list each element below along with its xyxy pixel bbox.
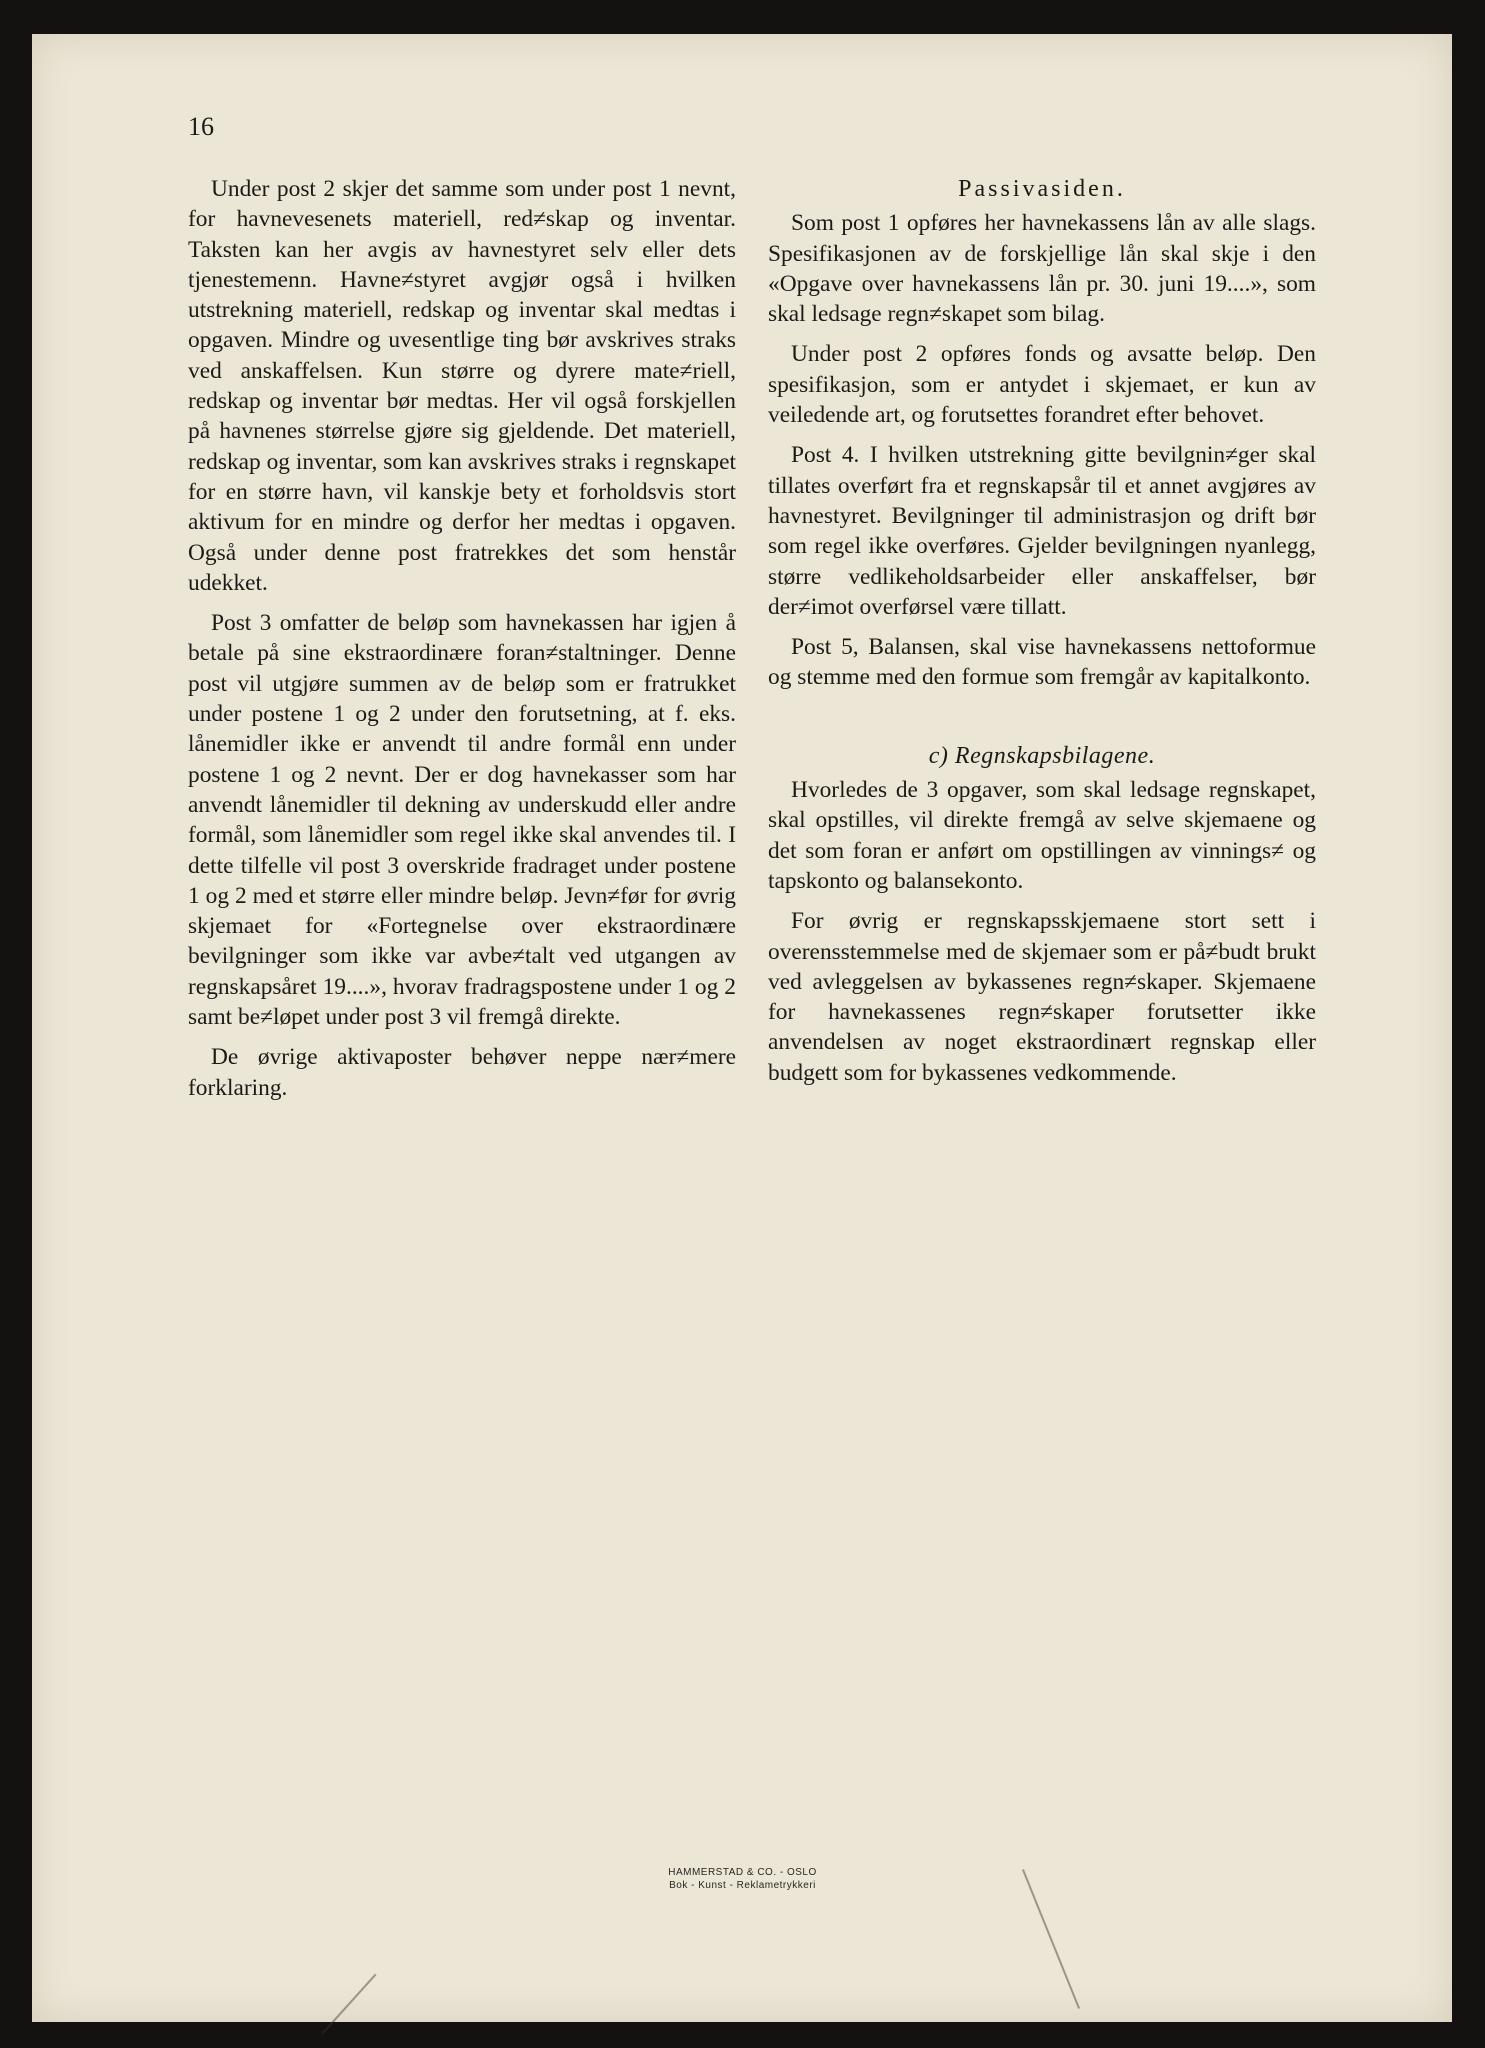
paragraph: Hvorledes de 3 opgaver, som skal ledsage regnskapet, skal opstilles, vil direkte fremgå av selve skjemaene og det som foran er anført om opstillingen av vinnings≠ og tapskonto og balansekonto. bbox=[768, 777, 1316, 894]
paragraph: For øvrig er regnskapsskjemaene stort sett i overensstemmelse med de skjemaer som er på≠budt brukt ved avleggelsen av bykassenes regn≠skaper. Skjemaene for havnekassenes regn≠skaper forutsetter ikke anvendelsen av noget ekstraordinært regnskap eller budgett som for bykassenes vedkommende. bbox=[768, 908, 1316, 1086]
printer-name: HAMMERSTAD & CO. - OSLO bbox=[668, 1867, 817, 1878]
page-number: 16 bbox=[188, 112, 214, 141]
paragraph: Post 4. I hvilken utstrekning gitte bevilgnin≠ger skal tillates overført fra et regnskapsår til et annet avgjøres av havnestyret. Bevilgninger til administrasjon og drift bør som regel ikke overføres. Gjelder bevilgningen nyanlegg, større vedlikeholdsarbeider eller anskaffelser, bør der≠imot overførsel være tillatt. bbox=[768, 442, 1316, 620]
paragraph: Som post 1 opføres her havnekassens lån av alle slags. Spesifikasjonen av de forskjellige lån skal skje i den «Opgave over havnekassens lån pr. 30. juni 19....», som skal ledsage regn≠skapet som bilag. bbox=[768, 210, 1316, 328]
paragraph: Post 5, Balansen, skal vise havnekassens nettoformue og stemme med den formue som fremgår av kapitalkonto. bbox=[768, 634, 1316, 691]
paragraph: Under post 2 skjer det samme som under post 1 nevnt, for havnevesenets materiell, red≠skap og inventar. Taksten kan her avgis av havnestyret selv eller dets tjenestemenn. Havne≠styret avgjør også i hvilken utstrekning materiell, redskap og inventar skal medtas i opgaven. Mindre og uvesentlige ting bør avskrives straks ved anskaffelsen. Kun større og dyrere mate≠riell, redskap og inventar bør medtas. Her vil også forskjellen på havnenes størrelse gjøre sig gjeldende. Det materiell, redskap og inventar, som kan avskrives straks i regnskapet for en større havn, vil kanskje bety et forholdsvis stort aktivum for en mindre og derfor her medtas i opgaven. Også under denne post fratrekkes det som henstår udekket. bbox=[188, 176, 736, 596]
paragraph: Under post 2 opføres fonds og avsatte beløp. Den spesifikasjon, som er antydet i skjemaet, er kun av veiledende art, og forutsettes forandret efter behovet. bbox=[768, 341, 1316, 429]
section-heading: Passivasiden. bbox=[958, 176, 1126, 202]
printer-imprint bbox=[0, 1866, 1485, 1892]
left-column bbox=[188, 174, 736, 1103]
paper-mark bbox=[321, 1974, 376, 2035]
subsection-heading: c) Regnskapsbilagene. bbox=[928, 742, 1156, 769]
right-column bbox=[768, 174, 1316, 1088]
printer-tagline: Bok - Kunst - Reklametrykkeri bbox=[669, 1880, 816, 1891]
paragraph: Post 3 omfatter de beløp som havnekassen har igjen å betale på sine ekstraordinære foran≠staltninger. Denne post vil utgjøre summen av de beløp som er fratrukket under postene 1 og 2 under den forutsetning, at f. eks. lånemidler ikke er anvendt til andre formål enn under postene 1 og 2 nevnt. Der er dog havnekasser som har anvendt lånemidler til dekning av underskudd eller andre formål, som lånemidler som regel ikke skal anvendes til. I dette tilfelle vil post 3 overskride fradraget under postene 1 og 2 med et større eller mindre beløp. Jevn≠før for øvrig skjemaet for «Fortegnelse over ekstraordinære bevilgninger som ikke var avbe≠talt ved utgangen av regnskapsåret 19....», hvorav fradragspostene under 1 og 2 samt be≠løpet under post 3 vil fremgå direkte. bbox=[188, 610, 736, 1031]
paragraph: De øvrige aktivaposter behøver neppe nær≠mere forklaring. bbox=[188, 1044, 736, 1101]
